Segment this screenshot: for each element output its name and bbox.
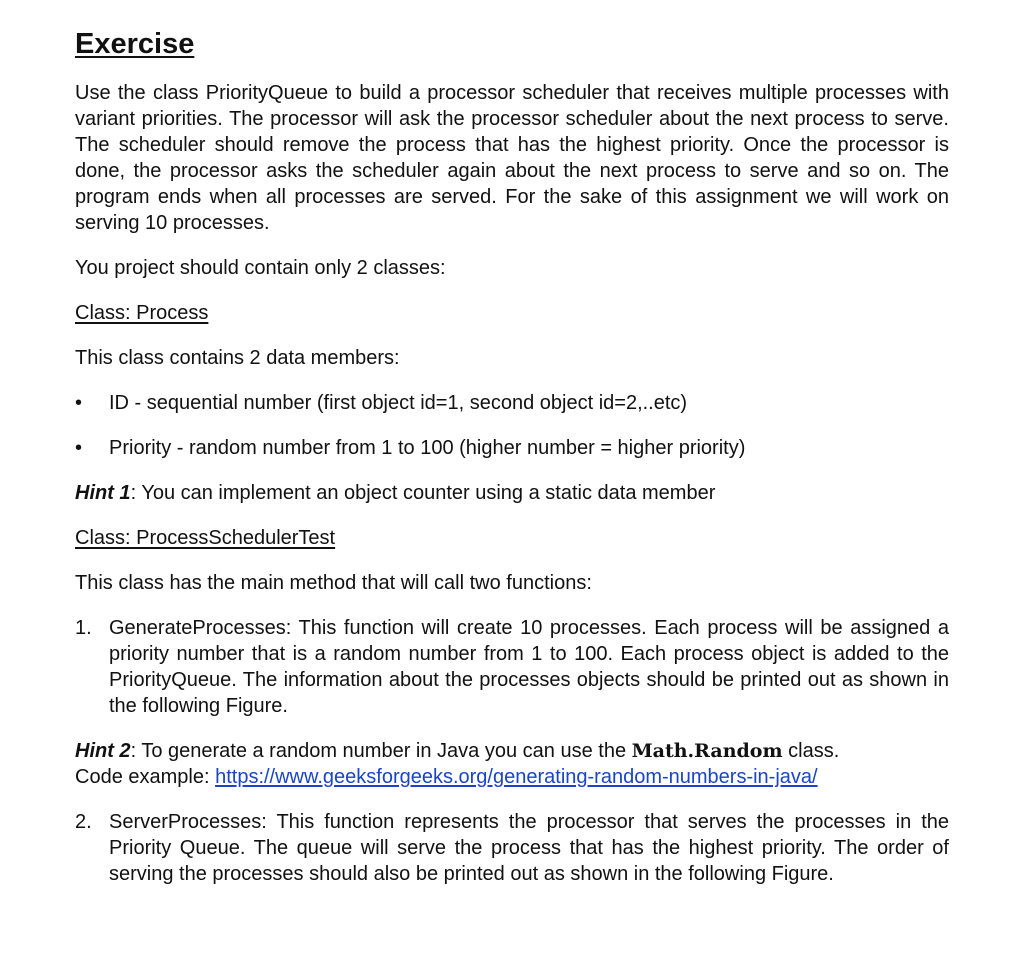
bullet-icon: • [75, 437, 83, 459]
list-item [75, 809, 949, 887]
page-title: Exercise [75, 28, 195, 60]
project-line: You project should contain only 2 classes: [75, 257, 446, 279]
list-number: 1. [75, 617, 92, 639]
hint-2 [75, 738, 949, 790]
functions-list-2 [75, 809, 949, 887]
list-item-text: ID - sequential number (first object id=1, second object id=2,..etc) [109, 392, 688, 414]
code-math-random: Math.Random [631, 740, 783, 762]
list-number: 2. [75, 811, 92, 833]
class-test-heading: Class: ProcessSchedulerTest [75, 527, 336, 549]
data-members-list [75, 390, 949, 461]
hint-2-text-after: class. [782, 740, 840, 762]
code-example-label: Code example: [75, 766, 216, 788]
hint-1-label: Hint 1 [75, 482, 131, 504]
bullet-icon: • [75, 392, 83, 414]
list-item [75, 615, 949, 719]
list-item [75, 435, 949, 461]
class-process-description: This class contains 2 data members: [75, 347, 400, 369]
document-page [75, 26, 949, 906]
hint-1 [75, 480, 949, 506]
geeksforgeeks-link[interactable]: https://www.geeksforgeeks.org/generating-random-numbers-in-java/ [215, 766, 818, 788]
hint-2-label: Hint 2 [75, 740, 131, 762]
list-item-text: ServerProcesses: This function represents the processor that serves the processes in the Priority Queue. The queue will serve the process that has the highest priority. The order of serving the processes should also be printed out as shown in the following Figure. [109, 811, 949, 885]
intro-paragraph: Use the class PriorityQueue to build a processor scheduler that receives multiple processes with variant priorities. The processor will ask the processor scheduler about the next process to serve. The scheduler should remove the process that has the highest priority. Once the processor is done, the processor asks the scheduler again about the next process to serve and so on. The program ends when all processes are served. For the sake of this assignment we will work on serving 10 processes. [75, 82, 949, 234]
class-process-heading: Class: Process [75, 302, 209, 324]
list-item [75, 390, 949, 416]
list-item-text: GenerateProcesses: This function will create 10 processes. Each process will be assigned a priority number that is a random number from 1 to 100. Each process object is added to the PriorityQueue. The information about the processes objects should be printed out as shown in the following Figure. [109, 617, 949, 717]
class-test-description: This class has the main method that will call two functions: [75, 572, 592, 594]
list-item-text: Priority - random number from 1 to 100 (higher number = higher priority) [109, 437, 746, 459]
hint-2-text-before: : To generate a random number in Java you can use the [130, 740, 632, 762]
hint-1-text: : You can implement an object counter using a static data member [130, 482, 716, 504]
functions-list-1 [75, 615, 949, 719]
